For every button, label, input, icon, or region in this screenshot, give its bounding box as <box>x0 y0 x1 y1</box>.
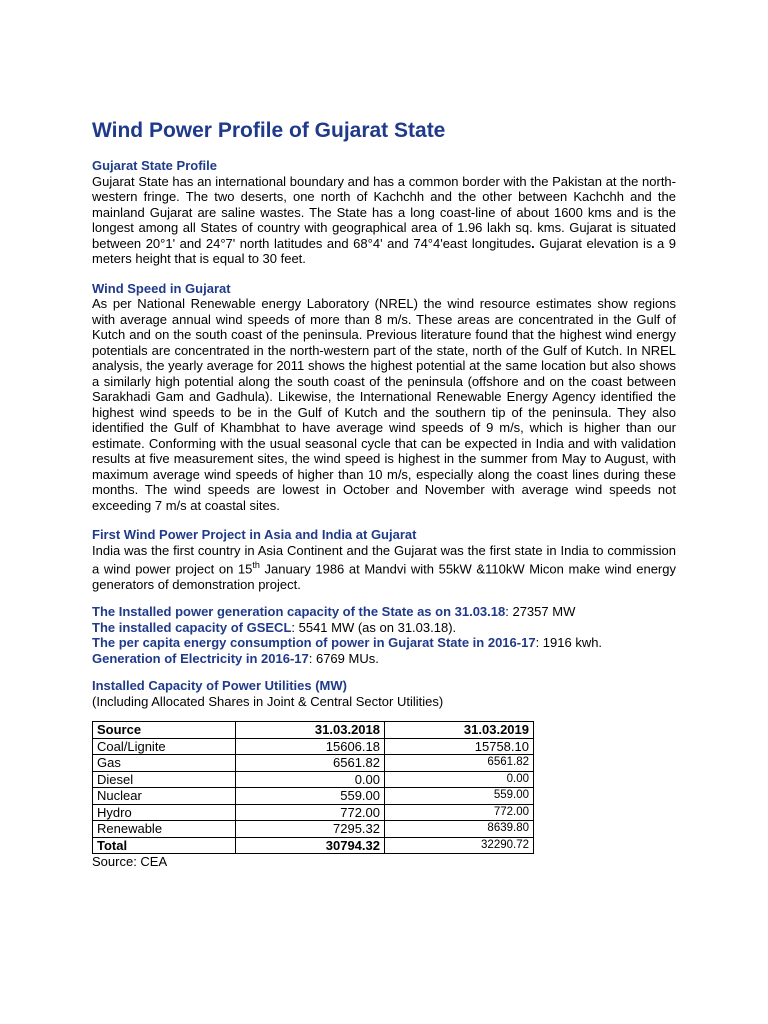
table-header-row <box>93 722 534 739</box>
fact-value: : 6769 MUs. <box>308 650 379 666</box>
fact-line <box>92 604 676 620</box>
table-cell: 15758.10 <box>385 738 534 755</box>
table-cell: Nuclear <box>93 788 236 805</box>
state-profile-section <box>92 158 676 267</box>
table-cell: Diesel <box>93 771 236 788</box>
state-profile-text-end: Gujarat elevation is a 9 meters height that is equal to 30 feet. <box>92 235 677 266</box>
table-cell: 15606.18 <box>236 738 385 755</box>
wind-speed-heading: Wind Speed in Gujarat <box>92 280 231 296</box>
fact-value: : 27357 MW <box>505 604 576 620</box>
first-project-heading: First Wind Power Project in Asia and India at Gujarat <box>92 527 417 542</box>
first-project-text <box>92 543 676 593</box>
table-cell: 0.00 <box>236 771 385 788</box>
table-total-row <box>93 837 534 854</box>
column-header: Source <box>93 722 236 739</box>
table-row <box>93 788 534 805</box>
fact-line <box>92 635 676 651</box>
state-profile-text-main: Gujarat State has an international boundary and has a common border with the Pakistan at the north-western fringe. The two deserts, one north of Kachchh and the other between Kachchh and the mainland Gujarat are saline wastes. The State has a long coast-line of about 1600 kms and is the longest among all States of country with geographical area of 1.96 lakh sq. kms. Gujarat is situated between 20°1' and 24°7' north latitudes and 68°4' and 74°4'east longitudes <box>92 173 676 251</box>
capacity-table <box>92 721 534 854</box>
wind-speed-text: As per National Renewable energy Laboratory (NREL) the wind resource estimates show regions with average annual wind speeds of more than 8 m/s. These areas are concentrated in the Gulf of Kutch and on the south coast of the peninsula. Previous literature found that the highest wind energy potentials are concentrated in the north-western part of the state, north of the Gulf of Kutch. In NREL analysis, the yearly average for 2011 shows the highest potential at the same location but also shows a similarly high potential along the south coast of the peninsula (offshore and on the coast between Sarakhadi Gam and Gadhula). Likewise, the International Renewable Energy Agency identified the highest wind speeds to be in the Gulf of Kutch and the southern tip of the peninsula. They also identified the Gulf of Khambhat to have average wind speeds of 9 m/s, which is higher than our estimate. Conforming with the usual seasonal cycle that can be expected in India and with validation results at five measurement sites, the wind speed is highest in the summer from May to August, with maximum average wind speeds of higher than 10 m/s, especially along the coast lines during these months. The wind speeds are lowest in October and November with average wind speeds not exceeding 7 m/s at coastal sites. <box>92 296 676 513</box>
fact-value: : 5541 MW (as on 31.03.18). <box>291 619 457 635</box>
wind-speed-section <box>92 281 676 514</box>
column-header: 31.03.2018 <box>236 722 385 739</box>
table-cell: 0.00 <box>385 771 534 788</box>
first-project-section <box>92 527 676 592</box>
fact-label: The installed capacity of GSECL <box>92 619 292 635</box>
table-cell: 6561.82 <box>385 755 534 772</box>
table-cell: 8639.80 <box>385 821 534 838</box>
table-cell: Gas <box>93 755 236 772</box>
table-cell: Hydro <box>93 804 236 821</box>
first-project-text-end: January 1986 at Mandvi with 55kW &110kW Micon make wind energy generators of demonstration project. <box>92 561 676 592</box>
state-profile-text <box>92 174 676 267</box>
table-row <box>93 804 534 821</box>
source-note: Source: CEA <box>92 854 168 870</box>
table-title: Installed Capacity of Power Utilities (MW) <box>92 678 347 694</box>
fact-line <box>92 651 676 667</box>
table-cell: 30794.32 <box>236 837 385 854</box>
table-subtitle: (Including Allocated Shares in Joint & Central Sector Utilities) <box>92 693 444 709</box>
page-title: Wind Power Profile of Gujarat State <box>92 119 446 142</box>
first-project-text-main: India was the first country in Asia Continent and the Gujarat was the first state in India to commission a wind power project on 15 <box>92 542 676 577</box>
table-row <box>93 771 534 788</box>
fact-label: Generation of Electricity in 2016-17 <box>92 650 309 666</box>
fact-value: : 1916 kwh. <box>535 635 603 651</box>
fact-label: The per capita energy consumption of power in Gujarat State in 2016-17 <box>92 635 536 651</box>
table-cell: 772.00 <box>385 804 534 821</box>
document-page <box>92 118 676 870</box>
table-cell: Total <box>93 837 236 854</box>
table-cell: 559.00 <box>236 788 385 805</box>
table-row <box>93 755 534 772</box>
state-profile-heading: Gujarat State Profile <box>92 158 217 173</box>
table-cell: 772.00 <box>236 804 385 821</box>
table-cell: Renewable <box>93 821 236 838</box>
table-row <box>93 821 534 838</box>
fact-line <box>92 620 676 636</box>
table-cell: 7295.32 <box>236 821 385 838</box>
fact-label: The Installed power generation capacity of the State as on 31.03.18 <box>92 604 506 620</box>
state-profile-text-bold-period: . <box>531 235 535 251</box>
table-cell: 559.00 <box>385 788 534 805</box>
key-facts <box>92 604 676 666</box>
table-row <box>93 738 534 755</box>
column-header: 31.03.2019 <box>385 722 534 739</box>
table-cell: 6561.82 <box>236 755 385 772</box>
table-cell: Coal/Lignite <box>93 738 236 755</box>
first-project-sup: th <box>252 560 260 570</box>
table-cell: 32290.72 <box>385 837 534 854</box>
